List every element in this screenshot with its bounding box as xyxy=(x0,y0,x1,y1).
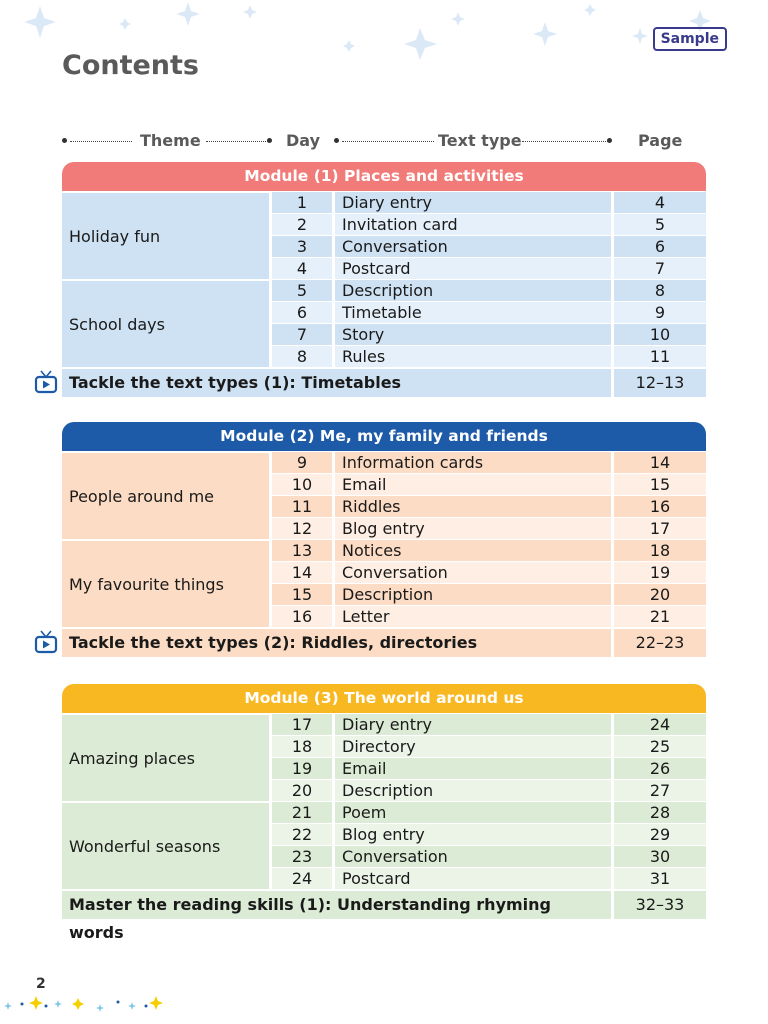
page-cell: 5 xyxy=(614,214,706,235)
page-cell: 27 xyxy=(614,780,706,801)
table-row xyxy=(272,846,706,867)
text-type-cell: Email xyxy=(335,474,611,495)
text-type-cell: Blog entry xyxy=(335,824,611,845)
theme-cell: My favourite things xyxy=(62,541,269,627)
theme-cell: People around me xyxy=(62,453,269,539)
header-dot xyxy=(334,138,339,143)
tackle-label: Master the reading skills (1): Understanding rhyming words xyxy=(62,891,611,919)
module-2 xyxy=(62,422,706,655)
table-row xyxy=(272,868,706,889)
module-title: Module (1) Places and activities xyxy=(62,162,706,191)
text-type-cell: Notices xyxy=(335,540,611,561)
table-row xyxy=(272,302,706,323)
sample-badge: Sample xyxy=(653,27,727,51)
day-cell: 7 xyxy=(272,324,332,345)
text-type-cell: Description xyxy=(335,780,611,801)
page-cell: 28 xyxy=(614,802,706,823)
text-type-cell: Directory xyxy=(335,736,611,757)
page-cell: 4 xyxy=(614,192,706,213)
page-cell: 11 xyxy=(614,346,706,367)
day-cell: 20 xyxy=(272,780,332,801)
day-cell: 11 xyxy=(272,496,332,517)
page-cell: 9 xyxy=(614,302,706,323)
text-type-cell: Email xyxy=(335,758,611,779)
video-tv-icon xyxy=(34,629,58,655)
text-type-cell: Description xyxy=(335,584,611,605)
tackle-label: Tackle the text types (1): Timetables xyxy=(62,369,611,397)
table-row xyxy=(272,606,706,627)
tackle-page: 12–13 xyxy=(614,369,706,397)
day-cell: 15 xyxy=(272,584,332,605)
text-type-cell: Poem xyxy=(335,802,611,823)
theme-cell: School days xyxy=(62,281,269,367)
page-cell: 31 xyxy=(614,868,706,889)
day-cell: 17 xyxy=(272,714,332,735)
text-type-cell: Timetable xyxy=(335,302,611,323)
day-cell: 9 xyxy=(272,452,332,473)
page-cell: 8 xyxy=(614,280,706,301)
page-cell: 20 xyxy=(614,584,706,605)
table-row xyxy=(272,192,706,213)
day-cell: 14 xyxy=(272,562,332,583)
day-cell: 1 xyxy=(272,192,332,213)
table-row xyxy=(272,474,706,495)
tackle-row xyxy=(62,891,706,942)
tackle-row xyxy=(62,629,706,657)
page-cell: 19 xyxy=(614,562,706,583)
day-cell: 5 xyxy=(272,280,332,301)
header-theme: Theme xyxy=(140,131,201,150)
text-type-cell: Postcard xyxy=(335,868,611,889)
text-type-cell: Letter xyxy=(335,606,611,627)
text-type-cell: Description xyxy=(335,280,611,301)
text-type-cell: Story xyxy=(335,324,611,345)
table-row xyxy=(272,214,706,235)
header-dot xyxy=(62,138,67,143)
tackle-page: 22–23 xyxy=(614,629,706,657)
module-table xyxy=(62,191,706,395)
header-day: Day xyxy=(286,131,321,150)
video-tv-icon xyxy=(34,369,58,395)
text-type-cell: Information cards xyxy=(335,452,611,473)
column-header-row xyxy=(62,130,706,152)
module-table xyxy=(62,713,706,942)
table-row xyxy=(272,758,706,779)
table-row xyxy=(272,452,706,473)
day-cell: 8 xyxy=(272,346,332,367)
page-cell: 17 xyxy=(614,518,706,539)
day-cell: 16 xyxy=(272,606,332,627)
decorative-footer-stars xyxy=(0,992,200,1016)
table-row xyxy=(272,496,706,517)
text-type-cell: Invitation card xyxy=(335,214,611,235)
page-cell: 15 xyxy=(614,474,706,495)
text-type-cell: Riddles xyxy=(335,496,611,517)
day-cell: 12 xyxy=(272,518,332,539)
table-row xyxy=(272,346,706,367)
table-row xyxy=(272,714,706,735)
page-cell: 6 xyxy=(614,236,706,257)
page-cell: 30 xyxy=(614,846,706,867)
day-cell: 18 xyxy=(272,736,332,757)
tackle-row xyxy=(62,369,706,397)
text-type-cell: Postcard xyxy=(335,258,611,279)
day-cell: 22 xyxy=(272,824,332,845)
table-row xyxy=(272,736,706,757)
page-cell: 21 xyxy=(614,606,706,627)
module-title: Module (3) The world around us xyxy=(62,684,706,713)
table-row xyxy=(272,236,706,257)
page-cell: 7 xyxy=(614,258,706,279)
page-cell: 29 xyxy=(614,824,706,845)
day-cell: 2 xyxy=(272,214,332,235)
theme-cell: Holiday fun xyxy=(62,193,269,279)
header-dot xyxy=(607,138,612,143)
table-row xyxy=(272,802,706,823)
day-cell: 23 xyxy=(272,846,332,867)
day-cell: 21 xyxy=(272,802,332,823)
table-row xyxy=(272,824,706,845)
header-dotted-line xyxy=(342,141,434,142)
table-row xyxy=(272,280,706,301)
table-row xyxy=(272,518,706,539)
page-cell: 14 xyxy=(614,452,706,473)
page-cell: 24 xyxy=(614,714,706,735)
day-cell: 4 xyxy=(272,258,332,279)
text-type-cell: Diary entry xyxy=(335,192,611,213)
header-dotted-line xyxy=(70,141,132,142)
text-type-cell: Diary entry xyxy=(335,714,611,735)
theme-cell: Wonderful seasons xyxy=(62,803,269,889)
day-cell: 6 xyxy=(272,302,332,323)
text-type-cell: Conversation xyxy=(335,846,611,867)
table-row xyxy=(272,540,706,561)
header-dotted-line xyxy=(522,141,608,142)
text-type-cell: Conversation xyxy=(335,236,611,257)
day-cell: 3 xyxy=(272,236,332,257)
theme-cell: Amazing places xyxy=(62,715,269,801)
module-title: Module (2) Me, my family and friends xyxy=(62,422,706,451)
page-title: Contents xyxy=(62,50,200,81)
day-cell: 24 xyxy=(272,868,332,889)
page-cell: 25 xyxy=(614,736,706,757)
table-row xyxy=(272,562,706,583)
module-1 xyxy=(62,162,706,395)
day-cell: 10 xyxy=(272,474,332,495)
table-row xyxy=(272,584,706,605)
day-cell: 19 xyxy=(272,758,332,779)
table-row xyxy=(272,258,706,279)
page-cell: 10 xyxy=(614,324,706,345)
table-row xyxy=(272,780,706,801)
page-number: 2 xyxy=(36,976,46,992)
tackle-label: Tackle the text types (2): Riddles, directories xyxy=(62,629,611,657)
table-row xyxy=(272,324,706,345)
header-dot xyxy=(267,138,272,143)
header-page: Page xyxy=(638,131,683,150)
module-3 xyxy=(62,684,706,942)
header-dotted-line xyxy=(206,141,268,142)
page-cell: 18 xyxy=(614,540,706,561)
day-cell: 13 xyxy=(272,540,332,561)
page-cell: 26 xyxy=(614,758,706,779)
module-table xyxy=(62,451,706,655)
header-text-type: Text type xyxy=(438,131,522,150)
text-type-cell: Conversation xyxy=(335,562,611,583)
text-type-cell: Blog entry xyxy=(335,518,611,539)
page-cell: 16 xyxy=(614,496,706,517)
text-type-cell: Rules xyxy=(335,346,611,367)
tackle-page: 32–33 xyxy=(614,891,706,919)
